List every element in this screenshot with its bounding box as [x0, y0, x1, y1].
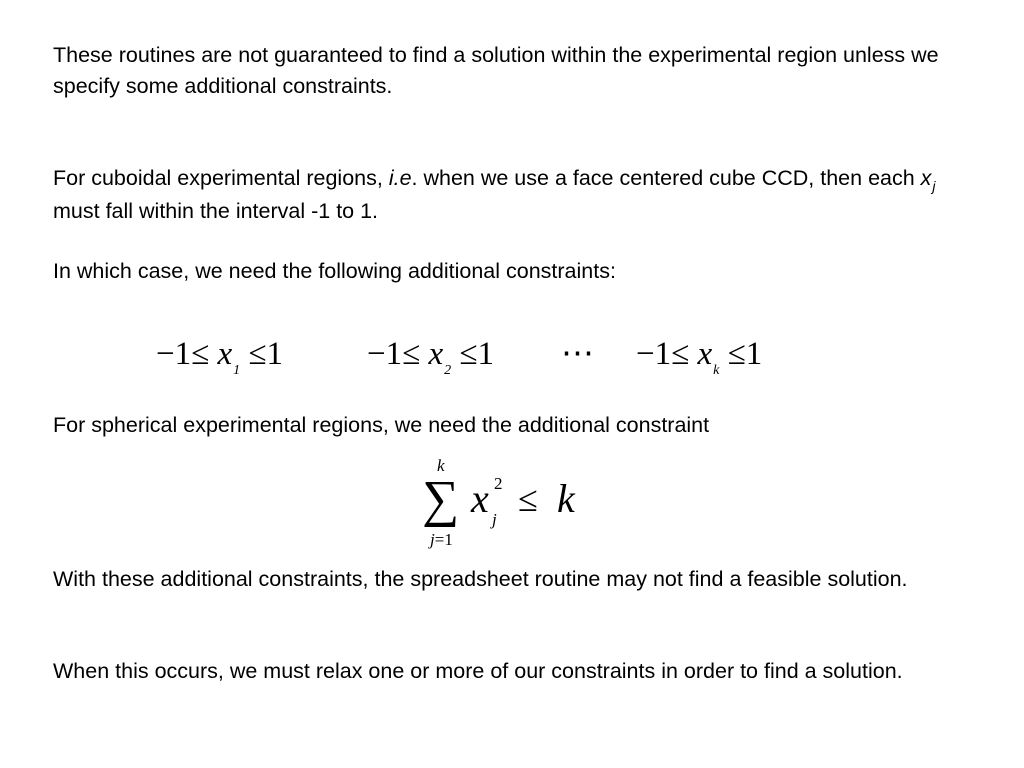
sum-upper-limit: k	[437, 456, 445, 475]
sum-variable-subscript: j	[492, 510, 497, 529]
sum-relation: ≤	[518, 479, 538, 519]
constraint-relation: ≤	[248, 336, 267, 372]
sum-rhs: k	[557, 476, 575, 521]
constraint-variable: x	[217, 336, 233, 372]
feasibility-paragraph: With these additional constraints, the spreadsheet routine may not find a feasible solution.	[53, 567, 908, 591]
constraint-xk	[636, 334, 762, 381]
ie-abbreviation: i.e	[388, 166, 412, 190]
variable-x: x	[920, 166, 932, 190]
constraint-lower-bound: −1	[367, 336, 403, 372]
constraint-x2	[367, 334, 494, 381]
constraint-lower-bound: −1	[156, 336, 192, 372]
cuboidal-text-start: For cuboidal experimental regions,	[53, 166, 389, 190]
constraint-relation: ≤	[191, 336, 210, 372]
constraint-subscript: k	[713, 363, 720, 378]
constraint-subscript: 1	[233, 363, 241, 378]
cuboidal-paragraph	[53, 163, 973, 227]
spherical-paragraph: For spherical experimental regions, we need the additional constraint	[53, 413, 710, 437]
sum-start: =1	[434, 530, 453, 549]
cuboidal-text-end: must fall within the interval -1 to 1.	[53, 199, 379, 223]
constraint-relation: ≤	[727, 336, 746, 372]
constraint-x1	[156, 334, 283, 381]
constraint-ellipsis: ⋯	[561, 336, 596, 372]
sum-variable: x	[471, 476, 489, 521]
cuboidal-text-middle: . when we use a face centered cube CCD, then each	[411, 166, 921, 190]
variable-subscript-j: j	[932, 178, 936, 194]
summation-symbol: ∑	[422, 471, 460, 528]
sum-index: j	[430, 530, 435, 549]
intro-paragraph: These routines are not guaranteed to find a solution within the experimental region unless we specify some additional constraints.	[53, 43, 939, 98]
sum-exponent: 2	[494, 474, 503, 493]
constraint-upper-bound: 1	[266, 336, 284, 372]
constraint-upper-bound: 1	[745, 336, 763, 372]
constraint-relation: ≤	[459, 336, 478, 372]
constraint-relation: ≤	[402, 336, 421, 372]
constraints-intro-paragraph: In which case, we need the following additional constraints:	[53, 259, 616, 283]
constraint-upper-bound: 1	[477, 336, 495, 372]
constraint-variable: x	[428, 336, 444, 372]
constraint-relation: ≤	[671, 336, 690, 372]
sum-lower-limit	[430, 530, 453, 550]
constraint-variable: x	[697, 336, 713, 372]
relax-paragraph: When this occurs, we must relax one or more of our constraints in order to find a solution.	[53, 659, 903, 683]
constraint-lower-bound: −1	[636, 336, 672, 372]
constraint-subscript: 2	[444, 363, 452, 378]
